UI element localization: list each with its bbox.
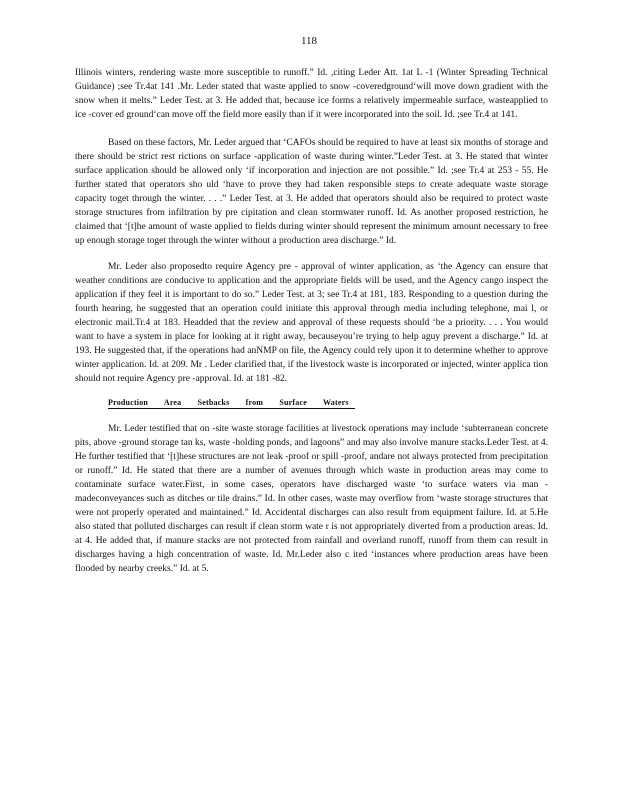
section-heading: Production Area Setbacks from Surface Waters <box>108 398 355 409</box>
paragraph-3: Mr. Leder also proposedto require Agency pre - approval of winter application, as ‘the Agency can ensure that weather conditions are conducive to application and the appropriate fields will be used, and the Agency cango inspect the application if they feel it is important to do so.” Leder Test. at 3; see Tr.4 at 181, 183. Responding to a question during the fourth hearing, he suggested that an operation could initiate this approval through media including telephone, mai l, or electronic mail.Tr.4 at 183. Headded that the review and approval of these requests should ‘be a priority. . . . You would want to have a system in place for looking at it right away, becauseyou’re trying to help aguy prevent a discharge.” Id. at 193. He suggested that, if the operations had anNMP on file, the Agency could rely upon it to determine whether to approve winter application. Id. at 209. Mr . Leder clarified that, if the livestock waste is incorporated or injected, winter applica tion should not require Agency pre -approval. Id. at 181 -82. <box>75 262 548 384</box>
paragraph-4: Mr. Leder testified that on -site waste storage facilities at livestock operations may include ‘subterranean concrete pits, above -ground storage tan ks, waste -holding ponds, and lagoons” and may also involve manure stacks.Leder Test. at 4. He further testified that ‘[t]hese structures are not leak -proof or spill -proof, andare not always protected from precipitation or runoff.” Id. He stated that there are a number of avenues through which waste in production areas may come to contaminate surface water.First, in some cases, operators have discharged waste ‘to surface waters via man -madeconveyances such as ditches or tile drains.” Id. In other cases, waste may overflow from ‘waste storage structures that were not properly operated and maintained.” Id. Accidental discharges can also result from equipment failure. Id. at 5.He also stated that polluted discharges can result if clean storm wate r is not appropriately diverted from a production areas. Id. at 4. He added that, if manure stacks are not protected from rainfall and overland runoff, runoff from them can result in discharges having a high concentration of waste. Id. Mr.Leder also c ited ‘instances where production areas have been flooded by nearby creeks.” Id. at 5. <box>75 424 548 574</box>
page-number: 118 <box>300 35 318 47</box>
paragraph-1: Illinois winters, rendering waste more susceptible to runoff.” Id. ,citing Leder Att. 1at L -1 (Winter Spreading Technical Guidance) ;see Tr.4at 141 .Mr. Leder stated that waste applied to snow -coveredground‘will move down gradient with the snow when it melts.” Leder Test. at 3. He added that, because ice forms a relatively impermeable surface, wasteapplied to ice -cover ed ground‘can move off the field more easily than if it were incorporated into the soil. Id. ;see Tr.4 at 141. <box>75 68 548 120</box>
paragraph-2: Based on these factors, Mr. Leder argued that ‘CAFOs should be required to have at least six months of storage and there should be strict rest rictions on surface -application of waste during winter.”Leder Test. at 3. He stated that winter surface application should be allowed only ‘if incorporation and injection are not possible.” Id. ;see Tr.4 at 253 - 55. He further stated that operators sho uld ‘have to prove they had taken responsible steps to create adequate waste storage capacity toget through the winter. . . .” Leder Test. at 3. He added that operators should also be required to protect waste storage structures from infiltration by pre cipitation and clean stormwater runoff. Id. As another proposed restriction, he claimed that ‘[t]he amount of waste applied to fields during winter should represent the minimum amount necessary to free up enough storage toget through the winter without a production area discharge.” Id. <box>75 138 548 246</box>
page-body <box>75 66 548 588</box>
